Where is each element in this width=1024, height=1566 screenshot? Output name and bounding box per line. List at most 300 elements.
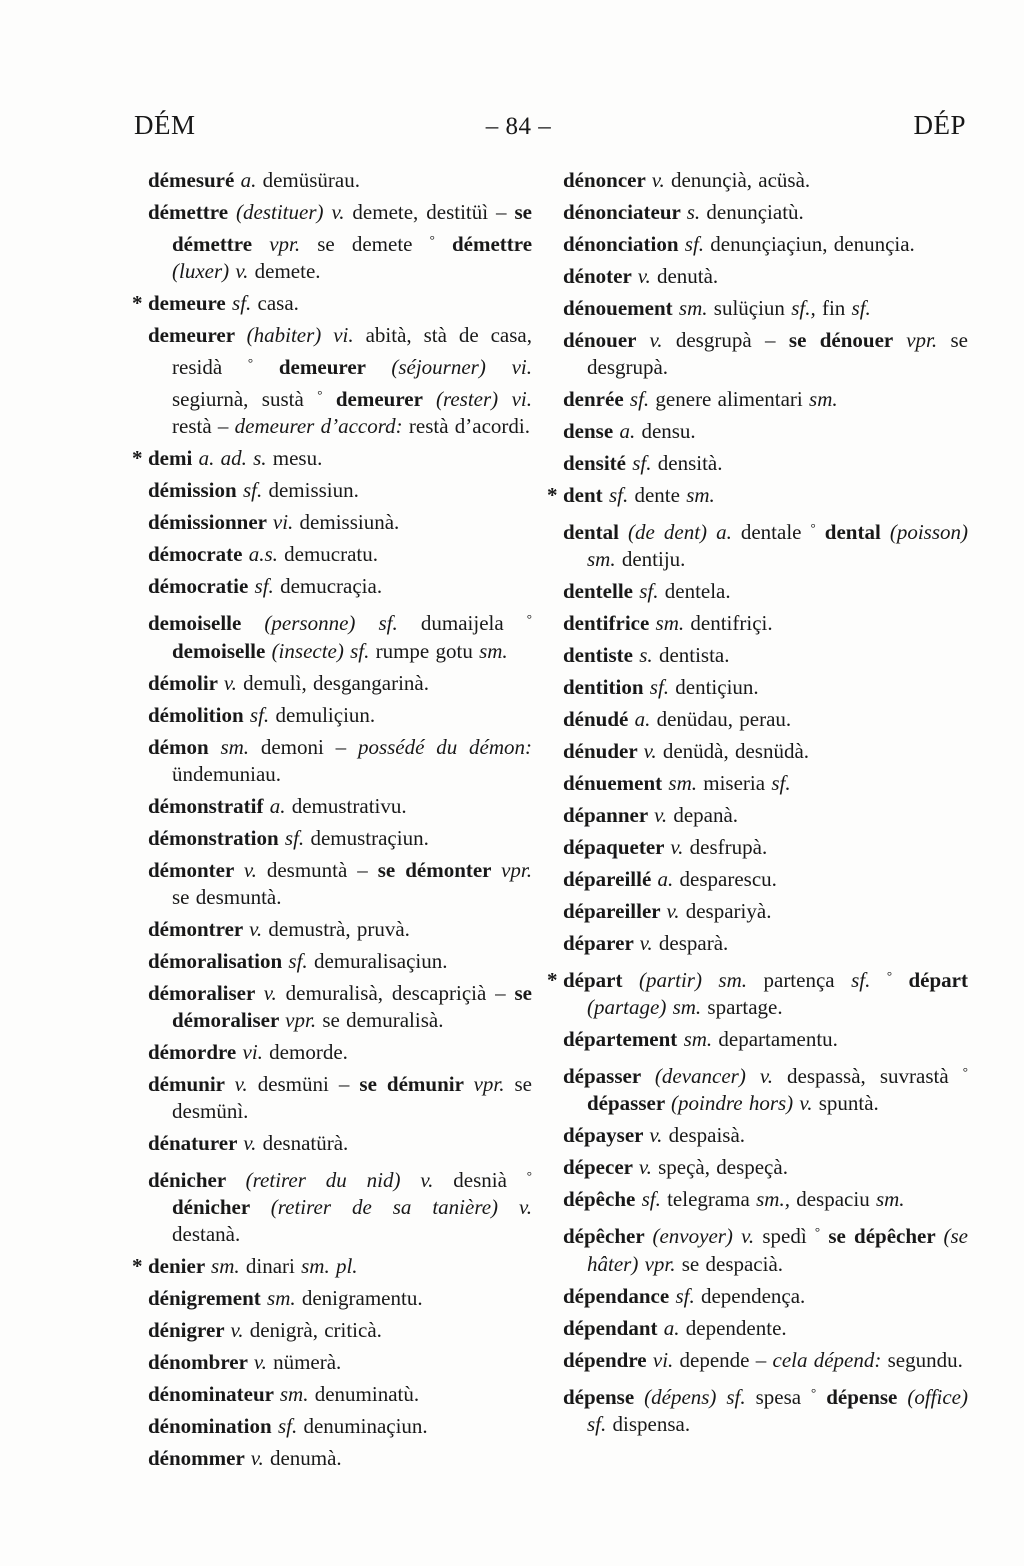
entry-text-segment: desparescu. xyxy=(673,867,777,892)
entry-text-segment: sf. xyxy=(632,451,652,475)
entry-text-segment: s. xyxy=(686,200,701,224)
dictionary-entry xyxy=(132,445,532,472)
entry-text-segment: desnià xyxy=(433,1167,527,1192)
entry-text-segment: démettre xyxy=(434,232,533,257)
entry-text-segment: démocratie xyxy=(148,574,255,599)
dictionary-entry xyxy=(563,866,968,893)
entry-text-segment: dépendance xyxy=(563,1283,676,1308)
dictionary-entry xyxy=(148,793,532,820)
dictionary-entry xyxy=(563,674,968,701)
entry-text-segment: dénombrer xyxy=(148,1349,254,1374)
entry-text-segment: sm. xyxy=(875,1187,905,1212)
entry-text-segment: speçà, despeçà. xyxy=(651,1155,788,1180)
dictionary-entry xyxy=(148,980,532,1034)
entry-text-segment: v. xyxy=(230,1317,244,1342)
dictionary-entry xyxy=(563,930,968,957)
dictionary-entry xyxy=(148,477,532,504)
entry-text-segment: v. xyxy=(250,1445,264,1470)
sense-separator-ring: ° xyxy=(886,968,893,984)
dictionary-entry xyxy=(563,167,968,194)
entry-text-segment: spuntà. xyxy=(812,1091,879,1116)
dictionary-entry xyxy=(547,482,968,509)
entry-text-segment: despaciu xyxy=(789,1187,876,1212)
header-guide-word-left: DÉM xyxy=(134,110,196,140)
sense-separator-ring: ° xyxy=(810,520,816,535)
entry-star-marker: * xyxy=(547,483,558,507)
entry-text-segment: sm. xyxy=(279,1381,309,1406)
entry-text-segment: se desmünì. xyxy=(172,1071,532,1123)
entry-text-segment: sm., xyxy=(756,1187,790,1212)
entry-text-segment: spesa xyxy=(745,1384,812,1409)
dictionary-entry xyxy=(563,1122,968,1149)
entry-text-segment: sm. xyxy=(220,734,250,759)
entry-text-segment: sf. xyxy=(639,579,659,604)
dictionary-entry xyxy=(148,1130,532,1157)
entry-text-segment: démordre xyxy=(148,1039,243,1064)
dictionary-entry xyxy=(148,702,532,729)
entry-text-segment: a.s. xyxy=(248,542,278,567)
entry-text-segment: dépasser xyxy=(563,1064,655,1089)
entry-text-segment: v. xyxy=(223,670,237,695)
sense-separator-ring: ° xyxy=(962,1064,968,1080)
entry-text-segment: dénominateur xyxy=(148,1381,280,1406)
entry-text-segment: démocrate xyxy=(148,542,249,567)
entry-text-segment: demeurer xyxy=(322,387,436,412)
dictionary-entry xyxy=(563,1347,968,1374)
dictionary-entry xyxy=(148,1039,532,1066)
dictionary-entry xyxy=(148,605,532,664)
dictionary-entry xyxy=(563,418,968,445)
entry-text-segment: casa. xyxy=(251,291,299,316)
entry-text-segment: dépense xyxy=(816,1384,908,1409)
entry-text-segment: departamentu. xyxy=(712,1027,838,1052)
entry-text-segment: vpr. xyxy=(473,1071,505,1096)
entry-text-segment: (poisson) sm. xyxy=(587,520,968,572)
dictionary-entry xyxy=(547,962,968,1021)
entry-text-segment: densità. xyxy=(651,451,723,475)
entry-text-segment: dénigrer xyxy=(148,1317,231,1342)
entry-text-segment: segiurnà, sustà xyxy=(172,387,318,412)
entry-star-marker: * xyxy=(132,291,143,316)
entry-text-segment: sf. xyxy=(675,1283,695,1308)
entry-text-segment: démissionner xyxy=(148,510,273,535)
entry-text-segment: sf. xyxy=(288,948,308,973)
entry-star-marker: * xyxy=(132,1253,143,1278)
dictionary-entry xyxy=(148,322,532,440)
entry-text-segment: dentifriçi. xyxy=(684,611,773,636)
entry-text-segment: dépêcher xyxy=(563,1224,653,1249)
entry-text-segment: dépanner xyxy=(563,803,655,828)
entry-text-segment: a. xyxy=(240,168,257,192)
entry-text-segment: nümerà. xyxy=(266,1349,342,1374)
entry-text-segment: demustraçiun. xyxy=(304,825,429,850)
entry-text-segment: segundu. xyxy=(881,1347,963,1372)
entry-text-segment: demete. xyxy=(248,259,321,284)
dictionary-entry xyxy=(563,199,968,226)
entry-text-segment: despassà, suvrastà xyxy=(772,1064,963,1089)
entry-text-segment: département xyxy=(563,1027,684,1052)
entry-text-segment: v. xyxy=(649,328,663,352)
entry-text-segment: sf. xyxy=(641,1187,661,1212)
entry-text-segment: dénomination xyxy=(148,1413,278,1438)
entry-text-segment: sm. xyxy=(211,1253,240,1278)
entry-text-segment: (retirer de sa tanière) v. xyxy=(270,1194,532,1219)
entry-text-segment: démolir xyxy=(148,670,224,695)
entry-text-segment: sm. xyxy=(678,296,708,320)
entry-text-segment: demustrà, pruvà. xyxy=(262,916,410,941)
entry-text-segment: (retirer du nid) v. xyxy=(245,1167,434,1192)
entry-text-segment: dénouer xyxy=(563,328,650,352)
dictionary-entry xyxy=(563,802,968,829)
entry-text-segment: densité xyxy=(563,451,633,475)
entry-text-segment: se despacià. xyxy=(675,1251,784,1276)
entry-text-segment: sm. xyxy=(809,387,838,411)
entry-text-segment: (office) sf. xyxy=(587,1384,968,1436)
entry-text-segment: dumaijela xyxy=(397,611,527,636)
entry-text-segment: (dépens) sf. xyxy=(644,1384,746,1409)
dictionary-entry xyxy=(563,610,968,637)
entry-text-segment: demeurer xyxy=(253,355,392,380)
entry-text-segment: demeurer d’accord: xyxy=(234,414,403,439)
entry-text-segment: (rester) vi. xyxy=(435,387,532,412)
entry-text-segment: demeure xyxy=(148,291,233,316)
entry-text-segment: dénicher xyxy=(172,1194,271,1219)
entry-text-segment: sf. xyxy=(629,387,650,411)
entry-text-segment: (devancer) v. xyxy=(654,1064,773,1089)
page-body xyxy=(0,167,1024,1477)
column-left xyxy=(132,167,533,1477)
entry-text-segment: demoni – xyxy=(249,734,358,759)
entry-text-segment: dépecer xyxy=(563,1155,639,1180)
entry-text-segment: départ xyxy=(563,968,639,993)
entry-text-segment: déparer xyxy=(563,931,640,956)
dictionary-entry xyxy=(148,1317,532,1344)
entry-text-segment: se démunir xyxy=(359,1071,474,1096)
entry-text-segment: v. xyxy=(638,1155,652,1180)
entry-text-segment: restà – xyxy=(172,414,235,439)
entry-text-segment: restà d’acordi. xyxy=(402,414,530,439)
entry-text-segment: denunçià, acüsà. xyxy=(664,168,811,192)
entry-text-segment: despaisà. xyxy=(662,1123,746,1148)
entry-text-segment: denumà. xyxy=(263,1445,342,1470)
entry-text-segment: demoiselle xyxy=(148,611,265,636)
dictionary-entry xyxy=(563,450,968,477)
entry-text-segment: se dénouer xyxy=(788,328,907,352)
entry-text-segment: vi. xyxy=(652,1347,674,1372)
entry-text-segment: denigrà, criticà. xyxy=(243,1317,382,1342)
entry-text-segment: desparà. xyxy=(652,931,729,956)
entry-text-segment: sf. xyxy=(851,968,871,993)
dictionary-entry xyxy=(563,1218,968,1277)
dictionary-entry xyxy=(563,898,968,925)
entry-text-segment: dénudé xyxy=(563,707,635,732)
entry-text-segment: se desgrupà. xyxy=(587,328,968,379)
entry-text-segment: (séjourner) vi. xyxy=(391,355,532,380)
entry-text-segment: sf. xyxy=(284,825,305,850)
entry-text-segment: v. xyxy=(253,1349,267,1374)
entry-text-segment: dépense xyxy=(563,1384,645,1409)
header-page-number: – 84 – xyxy=(485,113,552,140)
entry-text-segment: démolition xyxy=(148,702,250,727)
entry-text-segment: destanà. xyxy=(172,1221,241,1246)
entry-text-segment: (poindre hors) v. xyxy=(671,1091,813,1116)
entry-text-segment: demete, destitüì – xyxy=(344,200,515,224)
entry-text-segment: (luxer) v. xyxy=(172,259,249,284)
entry-text-segment: spartage. xyxy=(701,995,783,1020)
entry-text-segment: a. xyxy=(269,793,286,818)
entry-text-segment: v. xyxy=(263,980,277,1005)
entry-text-segment: sm. xyxy=(267,1285,296,1310)
entry-text-segment: sf. xyxy=(254,574,274,599)
entry-text-segment: demulì, desgangarinà. xyxy=(236,670,429,695)
entry-text-segment: dentifrice xyxy=(563,611,656,636)
entry-text-segment xyxy=(870,968,886,992)
entry-text-segment: démonstratif xyxy=(148,793,270,818)
entry-text-segment: démettre xyxy=(148,200,237,224)
entry-text-segment: démoralisation xyxy=(148,948,289,973)
dictionary-entry xyxy=(148,825,532,852)
entry-text-segment: dentela. xyxy=(658,579,731,604)
entry-text-segment: denüdau, perau. xyxy=(650,707,792,732)
entry-text-segment: demustrativu. xyxy=(285,793,407,818)
dictionary-entry xyxy=(148,1349,532,1376)
sense-separator-ring: ° xyxy=(814,1224,821,1240)
dictionary-entry xyxy=(148,670,532,697)
entry-text-segment: démunir xyxy=(148,1071,235,1096)
entry-text-segment: demoiselle xyxy=(172,638,272,663)
entry-text-segment: spedì xyxy=(754,1224,815,1249)
entry-text-segment: sm. xyxy=(479,638,508,663)
entry-text-segment: dépaqueter xyxy=(563,835,671,860)
entry-text-segment: dentiste xyxy=(563,643,640,668)
entry-text-segment: depanà. xyxy=(667,803,739,828)
entry-text-segment: dépendant xyxy=(563,1315,664,1340)
entry-text-segment: dénuder xyxy=(563,739,644,764)
entry-text-segment: ündemuniau. xyxy=(172,761,282,786)
entry-text-segment: (insecte) sf. xyxy=(271,638,370,663)
entry-text-segment: desnatürà. xyxy=(256,1130,349,1155)
entry-text-segment: v. xyxy=(643,739,657,764)
entry-text-segment: dentiçiun. xyxy=(669,675,759,700)
sense-separator-ring: ° xyxy=(526,1167,533,1183)
header-guide-word-right: DÉP xyxy=(913,110,966,140)
entry-text-segment: desmüni – xyxy=(247,1071,360,1096)
dictionary-entry xyxy=(148,541,532,568)
entry-text-segment: vi. xyxy=(242,1039,263,1064)
entry-text-segment: demuliçiun. xyxy=(269,702,376,727)
entry-text-segment: se demuralisà. xyxy=(316,1007,444,1032)
sense-separator-ring: ° xyxy=(811,1384,817,1400)
entry-text-segment: dénicher xyxy=(148,1167,246,1192)
entry-text-segment: démontrer xyxy=(148,916,250,941)
entry-text-segment: v. xyxy=(639,931,653,956)
entry-text-segment: denier xyxy=(148,1253,212,1278)
entry-text-segment: dent xyxy=(563,483,609,507)
entry-text-segment: (personne) sf. xyxy=(264,611,398,636)
entry-text-segment: dépayser xyxy=(563,1123,650,1148)
entry-text-segment: a. xyxy=(634,707,651,732)
entry-text-segment: vpr. xyxy=(285,1007,317,1032)
entry-text-segment: dispensa. xyxy=(606,1411,691,1436)
entry-text-segment: vpr. xyxy=(269,232,301,257)
dictionary-entry xyxy=(148,573,532,600)
dictionary-entry xyxy=(563,1283,968,1310)
dictionary-entry xyxy=(148,1413,532,1440)
entry-text-segment: cela dépend: xyxy=(772,1347,882,1372)
entry-text-segment: sf. xyxy=(232,291,252,316)
entry-text-segment: s. xyxy=(639,643,653,668)
entry-text-segment: (envoyer) v. xyxy=(652,1224,755,1249)
dictionary-entry xyxy=(563,642,968,669)
entry-text-segment: dentista. xyxy=(652,643,730,668)
entry-text-segment: dental xyxy=(563,520,629,545)
entry-text-segment: v. xyxy=(243,857,257,882)
entry-text-segment: (de dent) a. xyxy=(628,520,732,545)
entry-text-segment: sf. xyxy=(771,771,791,796)
dictionary-entry xyxy=(563,770,968,797)
entry-text-segment: a. ad. s. xyxy=(198,446,267,471)
entry-text-segment: se demete xyxy=(300,232,430,257)
entry-text-segment: dénoter xyxy=(563,264,638,288)
entry-text-segment: depende – xyxy=(673,1347,773,1372)
entry-text-segment: demorde. xyxy=(262,1039,348,1064)
entry-star-marker: * xyxy=(547,968,558,993)
entry-text-segment: vpr. xyxy=(906,328,938,352)
dictionary-entry xyxy=(563,263,968,290)
entry-text-segment: sm. xyxy=(668,771,698,796)
entry-text-segment: (partir) sm. xyxy=(638,968,748,993)
entry-text-segment: démesuré xyxy=(148,168,241,192)
entry-text-segment: sf. xyxy=(649,675,670,700)
entry-text-segment: dépasser xyxy=(587,1091,672,1116)
sense-separator-ring: ° xyxy=(429,232,435,247)
entry-text-segment: dénigrement xyxy=(148,1285,268,1310)
entry-text-segment: sm. pl. xyxy=(301,1253,358,1278)
dictionary-entry xyxy=(563,1315,968,1342)
dictionary-entry xyxy=(563,295,968,322)
entry-text-segment: v. xyxy=(654,803,668,828)
entry-text-segment: démon xyxy=(148,734,221,759)
dictionary-entry xyxy=(563,738,968,765)
entry-text-segment: denunçiaçiun, denunçia. xyxy=(704,232,915,256)
entry-text-segment: démoraliser xyxy=(148,980,264,1005)
entry-text-segment: denrée xyxy=(563,387,630,411)
entry-text-segment: desmuntà – xyxy=(256,857,378,882)
entry-text-segment: vpr. xyxy=(501,857,532,882)
dictionary-entry xyxy=(563,327,968,381)
entry-text-segment: se dépêcher xyxy=(820,1224,944,1249)
entry-text-segment: dentale xyxy=(731,520,811,545)
entry-text-segment: sf. xyxy=(249,702,270,727)
entry-text-segment: demeurer xyxy=(148,323,247,348)
dictionary-entry xyxy=(148,1162,532,1248)
entry-text-segment: demi xyxy=(148,446,199,471)
entry-text-segment: denutà. xyxy=(650,264,719,288)
entry-text-segment: miseria xyxy=(697,771,772,796)
entry-text-segment: denunçiatù. xyxy=(700,200,804,224)
entry-text-segment: v. xyxy=(637,264,651,288)
entry-text-segment: démission xyxy=(148,478,243,503)
dictionary-entry xyxy=(148,167,532,194)
dictionary-entry xyxy=(563,1379,968,1438)
dictionary-entry xyxy=(563,706,968,733)
entry-text-segment: v. xyxy=(670,835,684,860)
entry-text-segment: v. xyxy=(666,899,680,924)
entry-text-segment: (destituer) v. xyxy=(236,200,345,224)
entry-text-segment: mesu. xyxy=(266,446,323,471)
entry-text-segment: denigramentu. xyxy=(295,1285,423,1310)
entry-text-segment: denüdà, desnüdà. xyxy=(656,739,810,764)
entry-text-segment: sf. xyxy=(851,296,871,320)
entry-text-segment: dependente. xyxy=(679,1315,787,1340)
sense-separator-ring: ° xyxy=(247,355,254,371)
dictionary-entry xyxy=(148,1381,532,1408)
entry-text-segment: sm. xyxy=(683,1027,713,1052)
entry-text-segment: desfrupà. xyxy=(683,835,768,860)
entry-text-segment: sf., xyxy=(791,296,816,320)
entry-text-segment: dentelle xyxy=(563,579,640,604)
entry-text-segment: (se hâter) vpr. xyxy=(587,1224,969,1276)
entry-text-segment: dénaturer xyxy=(148,1130,244,1155)
entry-text-segment: demissiun. xyxy=(262,478,359,503)
entry-text-segment: dente xyxy=(628,483,687,507)
entry-text-segment: sm. xyxy=(655,611,685,636)
dictionary-entry xyxy=(563,386,968,413)
entry-text-segment: v. xyxy=(651,168,665,192)
entry-text-segment: se démettre xyxy=(172,200,532,257)
dictionary-entry xyxy=(148,948,532,975)
entry-text-segment: despariyà. xyxy=(679,899,772,924)
entry-text-segment: départ xyxy=(892,968,968,993)
dictionary-entry xyxy=(148,734,532,788)
entry-text-segment: dépareillé xyxy=(563,867,658,892)
entry-text-segment: desgrupà – xyxy=(662,328,789,352)
dictionary-entry xyxy=(132,290,532,317)
entry-text-segment: v. xyxy=(243,1130,257,1155)
entry-text-segment: (habiter) vi. xyxy=(246,323,354,348)
entry-text-segment: dependença. xyxy=(694,1283,806,1308)
entry-text-segment: a. xyxy=(663,1315,680,1340)
page-header xyxy=(0,0,1024,141)
entry-text-segment: demissiunà. xyxy=(293,510,400,535)
entry-text-segment: a. xyxy=(657,867,674,892)
entry-text-segment: demüsürau. xyxy=(256,168,360,192)
entry-text-segment: dénommer xyxy=(148,1445,251,1470)
entry-text-segment: dénonciation xyxy=(563,232,685,256)
entry-text-segment: denuminatù. xyxy=(308,1381,420,1406)
entry-text-segment: sf. xyxy=(277,1413,298,1438)
dictionary-entry xyxy=(148,1071,532,1125)
entry-text-segment: possédé du démon: xyxy=(357,734,532,759)
sense-separator-ring: ° xyxy=(526,611,532,627)
entry-text-segment: sulüçiun xyxy=(707,296,792,320)
entry-text-segment: densu. xyxy=(635,419,696,443)
dictionary-entry xyxy=(563,231,968,258)
entry-text-segment: v. xyxy=(234,1071,248,1096)
entry-text-segment: denuminaçiun. xyxy=(297,1413,428,1438)
entry-text-segment: genere alimentari xyxy=(649,387,810,411)
entry-text-segment: se démonter xyxy=(377,857,502,882)
entry-text-segment: dentiju. xyxy=(615,547,686,572)
entry-text-segment: telegrama xyxy=(660,1187,757,1212)
entry-text-segment: sm. xyxy=(686,483,715,507)
entry-text-segment: abità, stà de casa, residà xyxy=(172,323,532,380)
entry-text-segment: dénouement xyxy=(563,296,679,320)
dictionary-entry xyxy=(148,857,532,911)
entry-text-segment: dinari xyxy=(239,1253,302,1278)
dictionary-entry xyxy=(148,1285,532,1312)
entry-text-segment: partença xyxy=(747,968,852,993)
